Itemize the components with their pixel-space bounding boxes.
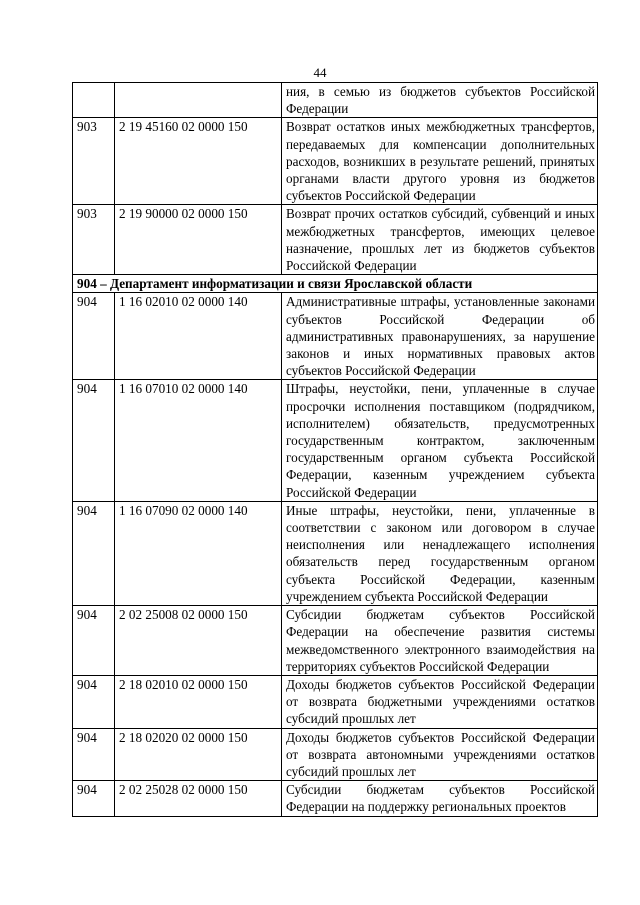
- description-cell: Возврат остатков иных межбюджетных трансфертов, передаваемых для компенсации дополнительных расходов, возникших в результате решений, принятых органами власти другого уровня из бюджетов субъектов Российской Федерации: [282, 118, 598, 205]
- admin-code-cell: 904: [73, 728, 115, 781]
- table-row: [73, 728, 598, 781]
- admin-code-cell: 903: [73, 118, 115, 205]
- description-cell: ния, в семью из бюджетов субъектов Российской Федерации: [282, 83, 598, 118]
- budget-codes-table: [72, 82, 598, 817]
- kbk-cell: 2 18 02020 02 0000 150: [115, 728, 282, 781]
- description-cell: Доходы бюджетов субъектов Российской Федерации от возврата автономными учреждениями остатков субсидий прошлых лет: [282, 728, 598, 781]
- page-number: 44: [313, 65, 327, 80]
- kbk-cell: 1 16 07090 02 0000 140: [115, 501, 282, 605]
- description-cell: Доходы бюджетов субъектов Российской Федерации от возврата бюджетными учреждениями остатков субсидий прошлых лет: [282, 675, 598, 728]
- table-row: [73, 293, 598, 380]
- admin-code-cell: 904: [73, 606, 115, 676]
- kbk-cell: 2 19 90000 02 0000 150: [115, 205, 282, 275]
- description-cell: Штрафы, неустойки, пени, уплаченные в случае просрочки исполнения поставщиком (подрядчиком, исполнителем) обязательств, предусмотренных государственным контрактом, заключенным государственным органом субъекта Российской Федерации, казенным учреждением субъекта Российской Федерации: [282, 380, 598, 501]
- table-row: [73, 205, 598, 275]
- description-cell: Возврат прочих остатков субсидий, субвенций и иных межбюджетных трансфертов, имеющих целевое назначение, прошлых лет из бюджетов субъектов Российской Федерации: [282, 205, 598, 275]
- section-header-row: [73, 275, 598, 293]
- kbk-cell: 1 16 07010 02 0000 140: [115, 380, 282, 501]
- description-cell: Иные штрафы, неустойки, пени, уплаченные в соответствии с законом или договором в случае неисполнения или ненадлежащего исполнения обязательств перед государственным органом субъекта Российской Федерации, казенным учреждением субъекта Российской Федерации: [282, 501, 598, 605]
- description-cell: Административные штрафы, установленные законами субъектов Российской Федерации об административных правонарушениях, за нарушение законов и иных нормативных правовых актов субъектов Российской Федерации: [282, 293, 598, 380]
- admin-code-cell: 904: [73, 380, 115, 501]
- table-row: [73, 83, 598, 118]
- admin-code-cell: 904: [73, 781, 115, 816]
- kbk-cell: 2 19 45160 02 0000 150: [115, 118, 282, 205]
- table-row: [73, 118, 598, 205]
- admin-code-cell: 904: [73, 293, 115, 380]
- kbk-cell: [115, 83, 282, 118]
- kbk-cell: 2 02 25008 02 0000 150: [115, 606, 282, 676]
- table-row: [73, 781, 598, 816]
- admin-code-cell: 904: [73, 501, 115, 605]
- table-row: [73, 606, 598, 676]
- table-row: [73, 380, 598, 501]
- admin-code-cell: [73, 83, 115, 118]
- kbk-cell: 2 02 25028 02 0000 150: [115, 781, 282, 816]
- admin-code-cell: 904: [73, 675, 115, 728]
- section-header: 904 – Департамент информатизации и связи Ярославской области: [73, 275, 598, 293]
- table-row: [73, 501, 598, 605]
- kbk-cell: 1 16 02010 02 0000 140: [115, 293, 282, 380]
- kbk-cell: 2 18 02010 02 0000 150: [115, 675, 282, 728]
- table-row: [73, 675, 598, 728]
- description-cell: Субсидии бюджетам субъектов Российской Федерации на обеспечение развития системы межведомственного электронного взаимодействия на территориях субъектов Российской Федерации: [282, 606, 598, 676]
- admin-code-cell: 903: [73, 205, 115, 275]
- description-cell: Субсидии бюджетам субъектов Российской Федерации на поддержку региональных проектов: [282, 781, 598, 816]
